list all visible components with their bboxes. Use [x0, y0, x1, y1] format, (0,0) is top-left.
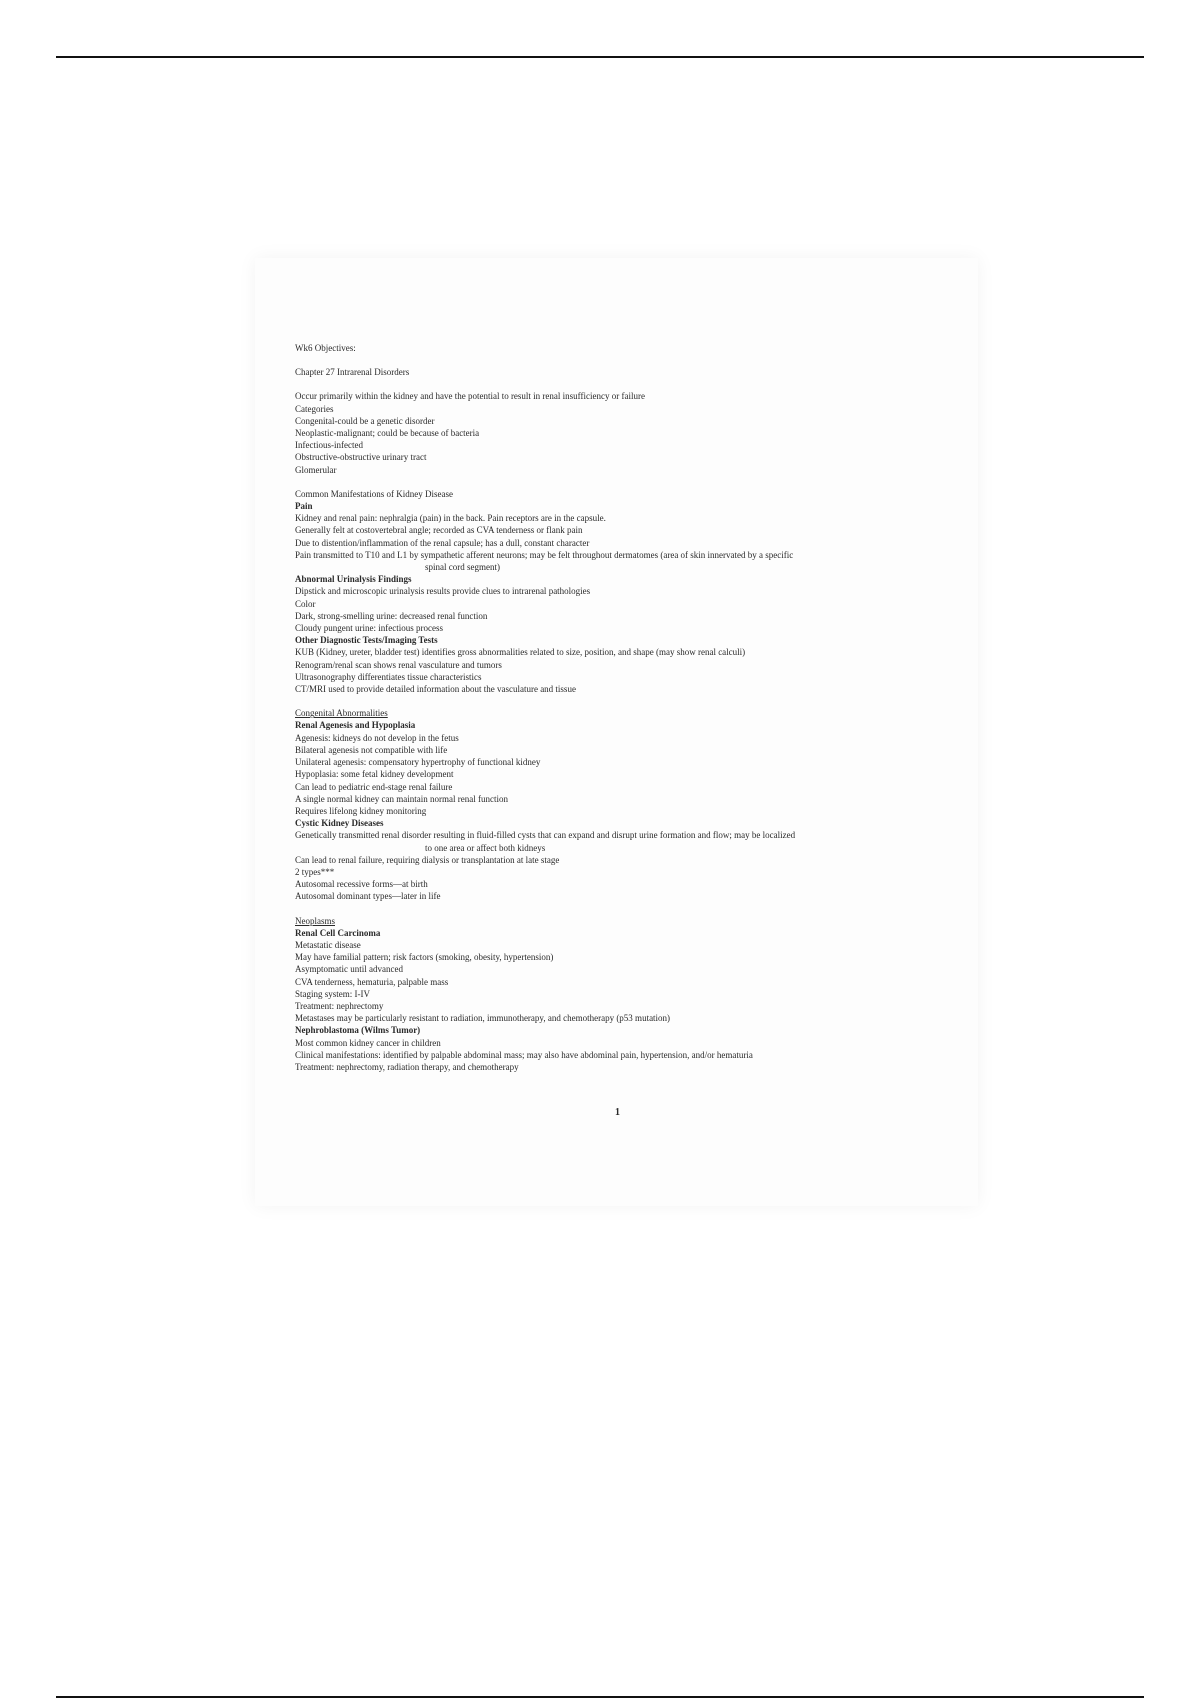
rcc-line: Metastatic disease	[295, 939, 361, 950]
agenesis-line: Bilateral agenesis not compatible with life	[295, 744, 448, 755]
pain-line: Kidney and renal pain: nephralgia (pain) in the back. Pain receptors are in the capsule.	[295, 513, 606, 524]
cystic-line: 2 types***	[295, 866, 335, 877]
rcc-line: Treatment: nephrectomy	[295, 1000, 384, 1011]
rcc-line: May have familial pattern; risk factors (smoking, obesity, hypertension)	[295, 952, 554, 963]
section-heading-manifestations: Common Manifestations of Kidney Disease	[295, 488, 453, 499]
cystic-line: Autosomal recessive forms—at birth	[295, 879, 428, 890]
intro-line: Congenital-could be a genetic disorder	[295, 415, 435, 426]
cystic-line: Can lead to renal failure, requiring dialysis or transplantation at late stage	[295, 854, 560, 865]
rcc-line: Asymptomatic until advanced	[295, 964, 403, 975]
pain-line: Due to distention/inflammation of the renal capsule; has a dull, constant character	[295, 537, 590, 548]
intro-line: Infectious-infected	[295, 440, 363, 451]
pain-line: Generally felt at costovertebral angle; recorded as CVA tenderness or flank pain	[295, 525, 583, 536]
urinalysis-line: Dark, strong-smelling urine: decreased renal function	[295, 610, 488, 621]
tests-line: KUB (Kidney, ureter, bladder test) identifies gross abnormalities related to size, position, and shape (may show renal calculi)	[295, 647, 746, 658]
subheading-pain: Pain	[295, 501, 313, 512]
cystic-line: Genetically transmitted renal disorder resulting in fluid-filled cysts that can expand and disrupt urine formation and flow; may be localized	[295, 830, 796, 841]
rcc-line: CVA tenderness, hematuria, palpable mass	[295, 976, 449, 987]
tests-line: Renogram/renal scan shows renal vasculature and tumors	[295, 659, 502, 670]
page-number: 1	[615, 1107, 620, 1118]
agenesis-line: A single normal kidney can maintain normal renal function	[295, 793, 508, 804]
section-heading-congenital: Congenital Abnormalities	[295, 708, 388, 719]
subheading-rcc: Renal Cell Carcinoma	[295, 927, 381, 938]
urinalysis-line: Color	[295, 598, 316, 609]
wilms-line: Most common kidney cancer in children	[295, 1037, 441, 1048]
intro-line: Obstructive-obstructive urinary tract	[295, 452, 427, 463]
cystic-line-continuation: to one area or affect both kidneys	[425, 842, 546, 853]
chapter-title: Chapter 27 Intrarenal Disorders	[295, 367, 410, 378]
intro-line: Neoplastic-malignant; could be because of bacteria	[295, 428, 480, 439]
tests-line: CT/MRI used to provide detailed information about the vasculature and tissue	[295, 684, 576, 695]
subheading-wilms: Nephroblastoma (Wilms Tumor)	[295, 1025, 421, 1036]
urinalysis-line: Dipstick and microscopic urinalysis results provide clues to intrarenal pathologies	[295, 586, 591, 597]
intro-line: Occur primarily within the kidney and have the potential to result in renal insufficiency or failure	[295, 391, 645, 402]
subheading-cystic: Cystic Kidney Diseases	[295, 818, 384, 829]
agenesis-line: Requires lifelong kidney monitoring	[295, 805, 427, 816]
agenesis-line: Hypoplasia: some fetal kidney development	[295, 769, 454, 780]
pain-line-continuation: spinal cord segment)	[425, 562, 500, 573]
agenesis-line: Can lead to pediatric end-stage renal failure	[295, 781, 453, 792]
wilms-line: Clinical manifestations: identified by palpable abdominal mass; may also have abdominal pain, hypertension, and/or hematuria	[295, 1049, 753, 1060]
agenesis-line: Agenesis: kidneys do not develop in the fetus	[295, 732, 459, 743]
top-divider	[56, 56, 1144, 58]
subheading-agenesis: Renal Agenesis and Hypoplasia	[295, 720, 416, 731]
cystic-line: Autosomal dominant types—later in life	[295, 891, 441, 902]
subheading-urinalysis: Abnormal Urinalysis Findings	[295, 574, 412, 585]
wilms-line: Treatment: nephrectomy, radiation therapy, and chemotherapy	[295, 1061, 519, 1072]
document-page	[255, 258, 978, 1206]
agenesis-line: Unilateral agenesis: compensatory hypertrophy of functional kidney	[295, 757, 541, 768]
urinalysis-line: Cloudy pungent urine: infectious process	[295, 623, 443, 634]
document-title: Wk6 Objectives:	[295, 343, 356, 353]
pain-line: Pain transmitted to T10 and L1 by sympathetic afferent neurons; may be felt throughout dermatomes (area of skin innervated by a specific	[295, 549, 794, 560]
subheading-tests: Other Diagnostic Tests/Imaging Tests	[295, 635, 438, 646]
intro-line: Categories	[295, 403, 334, 414]
intro-line: Glomerular	[295, 464, 337, 475]
section-heading-neoplasms: Neoplasms	[295, 915, 335, 926]
rcc-line: Metastases may be particularly resistant to radiation, immunotherapy, and chemotherapy (p53 mutation)	[295, 1013, 671, 1024]
page-content	[295, 342, 945, 1073]
bottom-divider	[56, 1696, 1144, 1698]
tests-line: Ultrasonography differentiates tissue characteristics	[295, 671, 482, 682]
rcc-line: Staging system: I-IV	[295, 988, 370, 999]
